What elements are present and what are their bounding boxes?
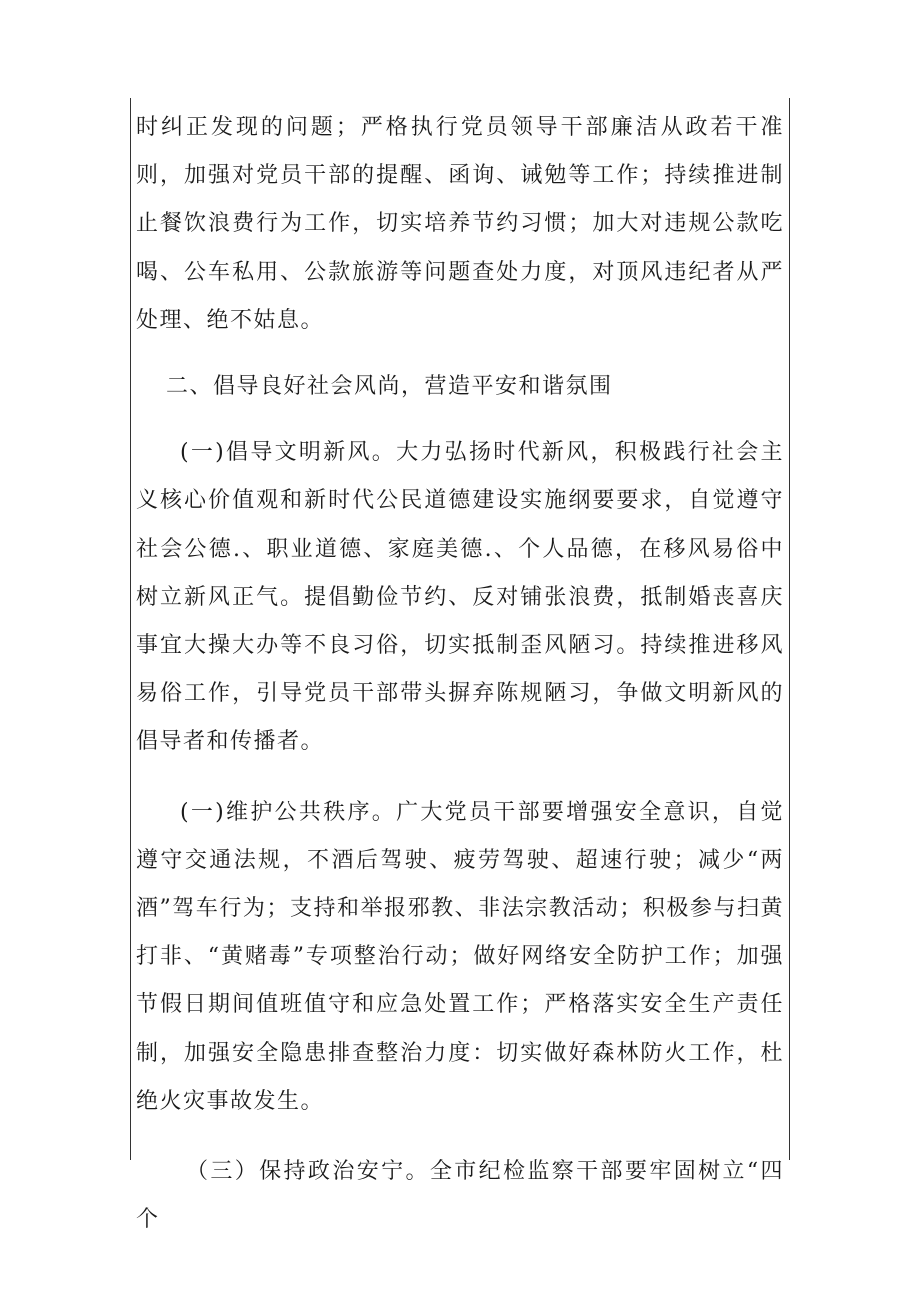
paragraph-civilized-customs: (一)倡导文明新风。大力弘扬时代新风，积极践行社会主义核心价值观和新时代公民道德建设实施纲要要求，自觉遵守社会公德.、职业道德、家庭美德.、个人品德，在移风易俗中树立新风正气。提倡勤俭节约、反对铺张浪费，抵制婚丧喜庆事宜大操大办等不良习俗，切实抵制歪风陋习。持续推进移风易俗工作，引导党员干部带头摒弃陈规陋习，争做文明新风的倡导者和传播者。 [136,440,784,755]
paragraph-political-stability: （三）保持政治安宁。全市纪检监察干部要牢固树立“四个 [136,1159,784,1233]
section-heading-social-customs: 二、倡导良好社会风尚，营造平安和谐氛围 [166,374,613,400]
paragraph-public-order: (一)维护公共秩序。广大党员干部要增强安全意识，自觉遵守交通法规，不酒后驾驶、疲劳驾驶、超速行驶；减少“两酒”驾车行为；支持和举报邪教、非法宗教活动；积极参与扫黄打非、“黄赌毒”专项整治行动；做好网络安全防护工作；加强节假日期间值班值守和应急处置工作；严格落实安全生产责任制，加强安全隐患排查整治力度：切实做好森林防火工作，杜绝火灾事故发生。 [136,799,784,1114]
paragraph-integrity-continued: 时纠正发现的问题；严格执行党员领导干部廉洁从政若干准则，加强对党员干部的提醒、函询、诫勉等工作；持续推进制止餐饮浪费行为工作，切实培养节约习惯；加大对违规公款吃喝、公车私用、公款旅游等问题查处力度，对顶风违纪者从严处理、绝不姑息。 [136,115,784,333]
document-body [136,104,784,1244]
